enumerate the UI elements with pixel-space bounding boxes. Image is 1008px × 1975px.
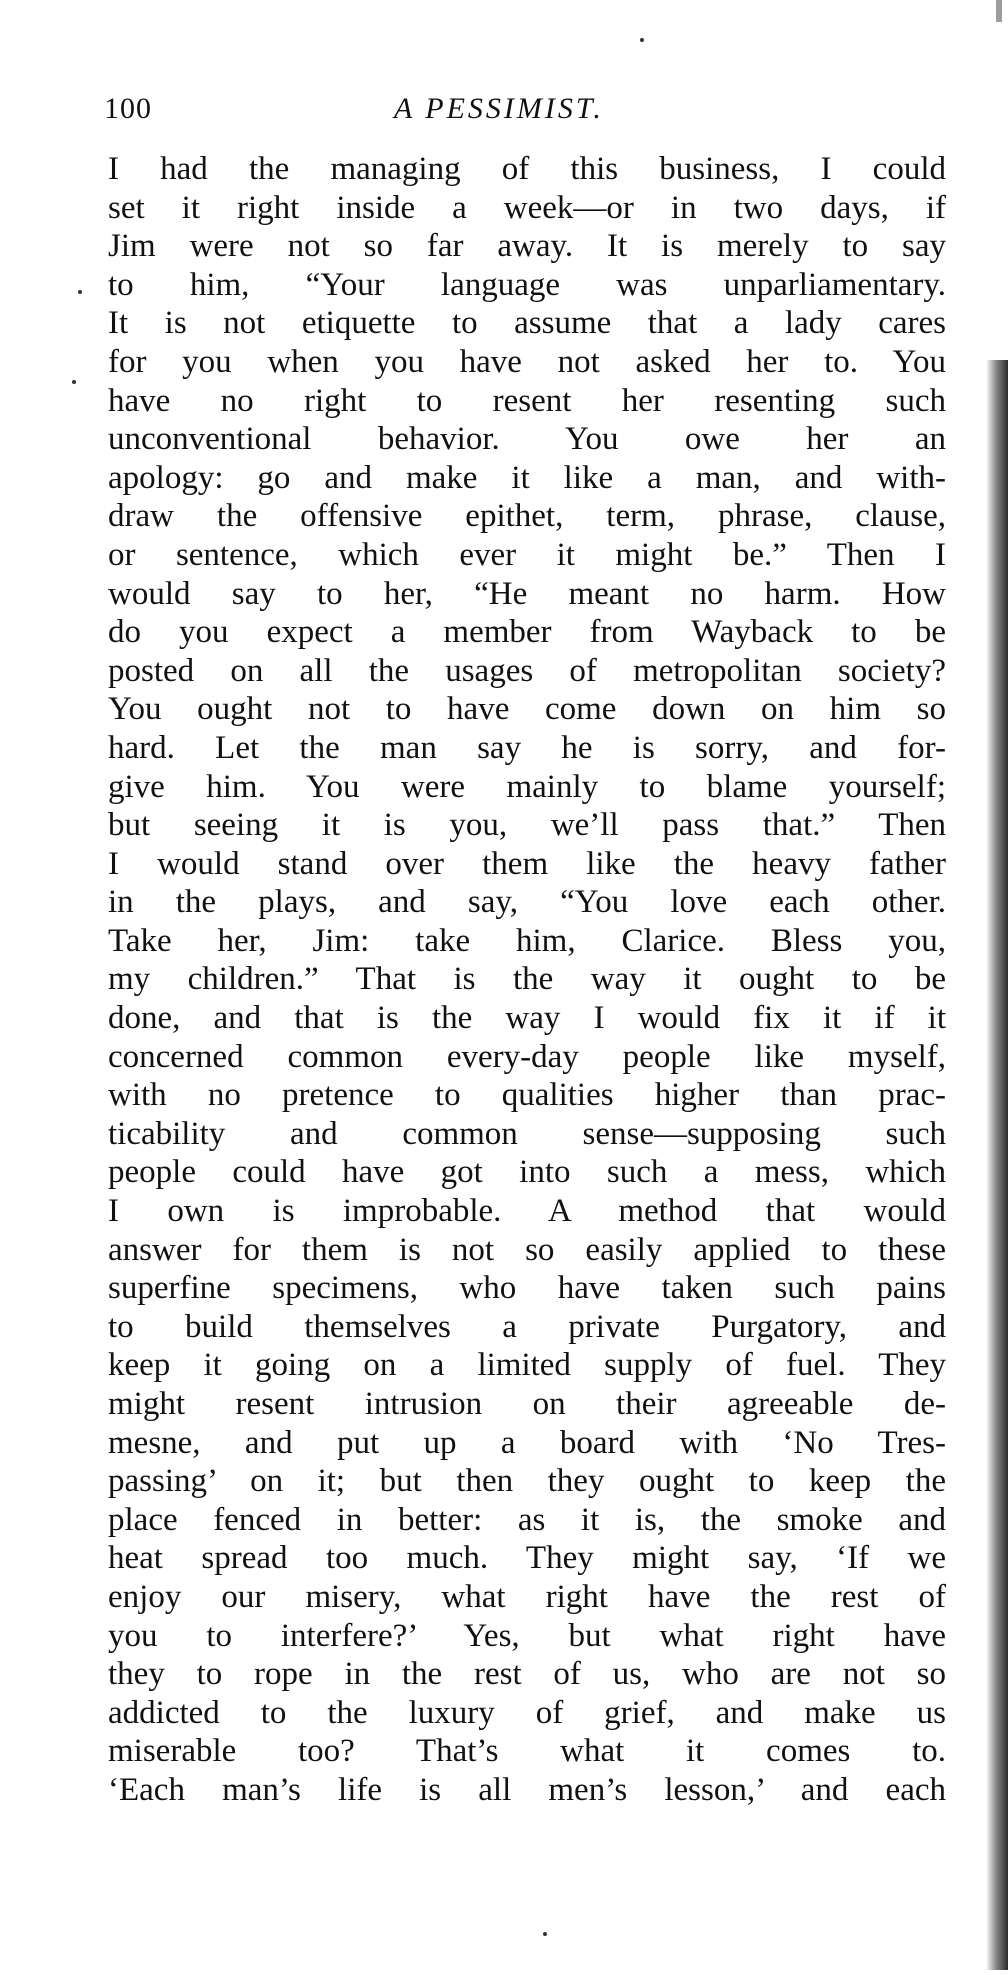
text-line: to build themselves a private Purgatory, and <box>108 1308 946 1345</box>
text-line: people could have got into such a mess, which <box>108 1154 946 1191</box>
ink-speck <box>640 38 644 42</box>
page-number: 100 <box>104 92 152 125</box>
text-line: posted on all the usages of metropolitan society? <box>108 652 946 689</box>
text-line: for you when you have not asked her to. You <box>108 343 946 380</box>
text-line: done, and that is the way I would fix it if it <box>108 1000 946 1037</box>
text-line: or sentence, which ever it might be.” Then I <box>108 536 946 573</box>
text-line: in the plays, and say, “You love each other. <box>108 884 946 921</box>
page-edge-mark <box>996 0 1002 22</box>
text-line: miserable too? That’s what it comes to. <box>108 1733 946 1770</box>
text-line: hard. Let the man say he is sorry, and for- <box>108 729 946 766</box>
text-line: do you expect a member from Wayback to be <box>108 614 946 651</box>
text-line: I would stand over them like the heavy father <box>108 845 946 882</box>
text-line: might resent intrusion on their agreeable de- <box>108 1386 946 1422</box>
ink-speck <box>543 1932 547 1936</box>
text-line: It is not etiquette to assume that a lady cares <box>108 305 946 342</box>
text-line: addicted to the luxury of grief, and make us <box>108 1694 946 1731</box>
text-line: answer for them is not so easily applied to these <box>108 1231 946 1268</box>
text-line: would say to her, “He meant no harm. How <box>108 575 946 612</box>
text-line: have no right to resent her resenting such <box>108 382 946 419</box>
text-line: ticability and common sense—supposing such <box>108 1115 946 1152</box>
page-edge-shadow <box>986 360 1008 1970</box>
text-line: apology: go and make it like a man, and with- <box>108 459 946 496</box>
text-line: to him, “Your language was unparliamentary. <box>108 266 946 303</box>
text-line: superfine specimens, who have taken such pains <box>108 1270 946 1307</box>
text-line: ‘Each man’s life is all men’s lesson,’ and each <box>108 1771 946 1808</box>
text-line: unconventional behavior. You owe her an <box>108 421 946 458</box>
text-line: Jim were not so far away. It is merely to say <box>108 228 946 265</box>
ink-speck <box>72 380 76 384</box>
ink-speck <box>78 290 82 294</box>
text-line: heat spread too much. They might say, ‘If we <box>108 1540 946 1577</box>
text-line: give him. You were mainly to blame yourself; <box>108 768 946 805</box>
text-line: but seeing it is you, we’ll pass that.” Then <box>108 807 946 844</box>
body-text <box>108 150 946 1810</box>
text-line: Take her, Jim: take him, Clarice. Bless you, <box>108 922 946 959</box>
text-line: draw the offensive epithet, term, phrase, clause, <box>108 498 946 535</box>
text-line: concerned common every-day people like myself, <box>108 1038 946 1075</box>
text-line: set it right inside a week—or in two days, if <box>108 189 946 226</box>
page-header <box>104 92 934 136</box>
text-line: mesne, and put up a board with ‘No Tres- <box>108 1424 946 1461</box>
text-line: keep it going on a limited supply of fuel. They <box>108 1347 946 1384</box>
text-line: place fenced in better: as it is, the smoke and <box>108 1501 946 1538</box>
text-line: you to interfere?’ Yes, but what right have <box>108 1617 946 1654</box>
text-line: I own is improbable. A method that would <box>108 1193 946 1230</box>
text-line: with no pretence to qualities higher than prac- <box>108 1077 946 1114</box>
text-line: You ought not to have come down on him so <box>108 691 946 728</box>
text-line: enjoy our misery, what right have the rest of <box>108 1578 946 1615</box>
text-line: my children.” That is the way it ought to be <box>108 961 946 998</box>
text-line: they to rope in the rest of us, who are not so <box>108 1656 946 1693</box>
running-title: A PESSIMIST. <box>394 92 604 125</box>
text-line: passing’ on it; but then they ought to keep the <box>108 1463 946 1500</box>
text-line: I had the managing of this business, I could <box>108 151 946 187</box>
